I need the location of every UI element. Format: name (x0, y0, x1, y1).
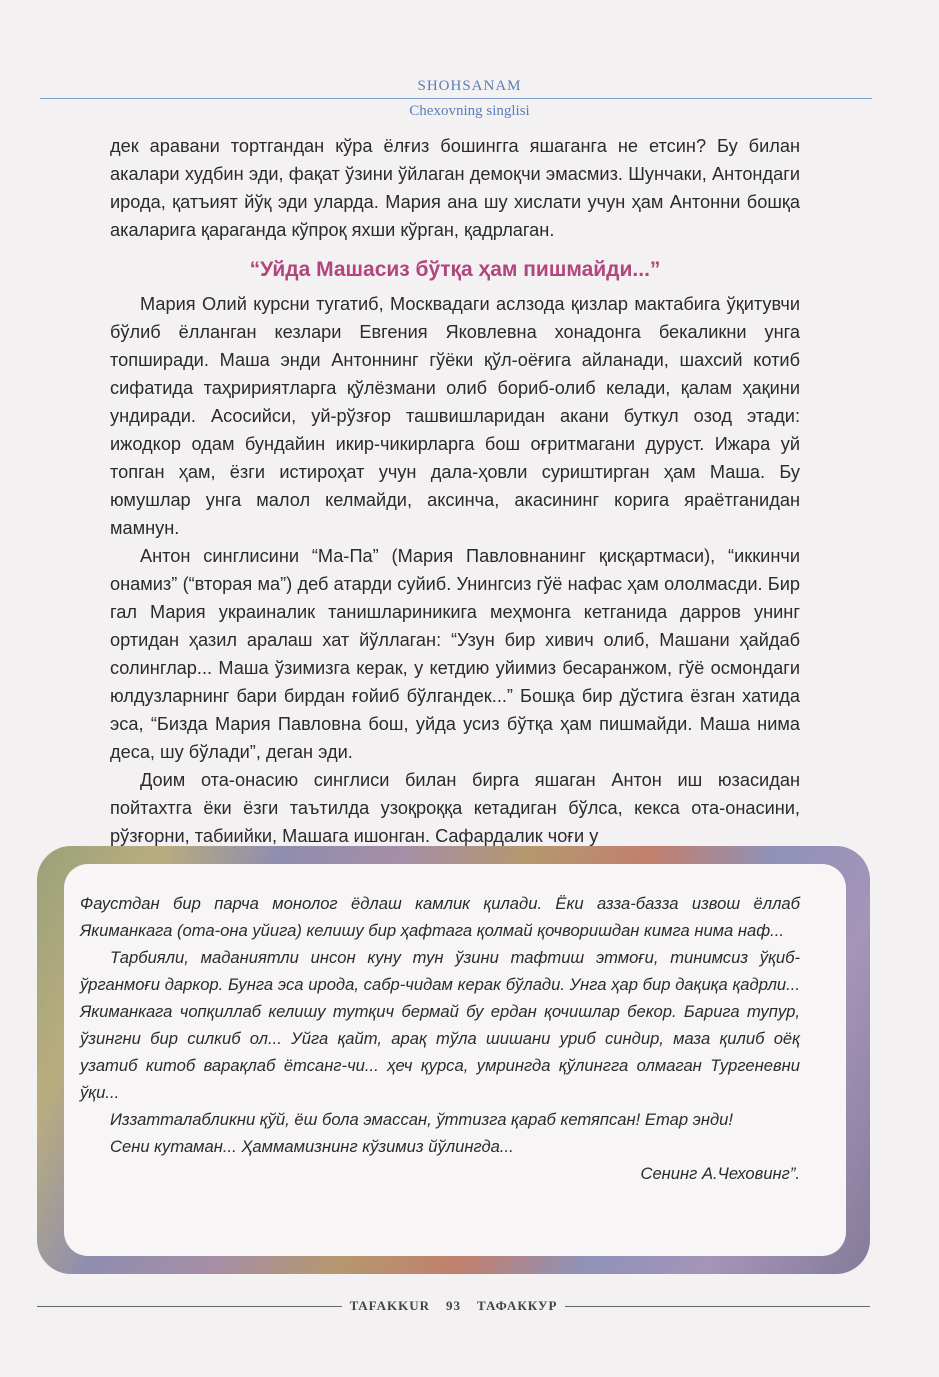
article-body (110, 132, 800, 850)
footer-journal-latin: TAFAKKUR (349, 1298, 431, 1313)
quote-paragraph: Сени кутаман... Ҳаммамизнинг кўзимиз йўлингда... (110, 1137, 514, 1156)
paragraph: Антон синглисини “Ма-Па” (Мария Павловнанинг қисқартмаси), “иккинчи онамиз” (“вторая ма”) деб атарди суйиб. Унингсиз гўё нафас ҳам ололмасди. Бир гал Мария украиналик танишлариникига меҳмонга кетганида дарров унинг ортидан ҳазил аралаш хат йўллаган: “Узун бир хивич олиб, Машани ҳайдаб солинглар... Маша ўзимизга керак, у кетдию уйимиз бесаранжом, гўё осмондаги юлдузларнинг бари бирдан ғойиб бўлгандек...” Бошқа бир дўстига ёзган хатида эса, “Бизда Мария Павловна бош, уйда усиз бўтқа ҳам пишмайди. Маша нима деса, шу бўлади”, деган эди. (110, 546, 800, 762)
header-rule (40, 98, 872, 99)
quote-paragraph: Иззатталабликни қўй, ёш бола эмассан, ўттизга қараб кетяпсан! Етар энди! (110, 1110, 733, 1129)
page-number: 93 (446, 1298, 462, 1313)
quote-paragraph: Тарбияли, маданиятли инсон куну тун ўзини тафтиш этмоғи, тинимсиз ўқиб-ўрганмоғи даркор. Бунга эса ирода, сабр-чидам керак бўлади. Унга ҳар бир дақиқа қадрли... Якиманкага чопқиллаб келишу тутқич бермай бу ердан қочишлар бекор. Барига тупур, ўзингни бир силкиб ол... Уйга қайт, арақ тўла шишани уриб синдир, маза қилиб оёқ узатиб китоб варақлаб ётсанг-чи... ҳеч қурса, умрингда қўлингга олмаган Тургеневни ўқи... (80, 948, 800, 1102)
paragraph: Доим ота-онасию синглиси билан бирга яшаган Антон иш юзасидан пойтахтга ёки ёзги таътилда узоқроққа кетадиган бўлса, кекса ота-онасини, рўзғорни, табиийки, Машага ишонган. Сафардалик чоғи у (110, 770, 800, 846)
quote-signature: Сенинг А.Чеховинг”. (640, 1164, 800, 1183)
footer-rule-right (565, 1306, 870, 1307)
page-footer (37, 1296, 870, 1316)
paragraph: дек аравани тортгандан кўра ёлғиз бошингга яшаганга не етсин? Бу билан акалари худбин эди, фақат ўзини ўйлаган демоқчи эмасмиз. Шунчаки, Антондаги ирода, қатъият йўқ эди уларда. Мария ана шу хислати учун ҳам Антонни бошқа акаларига қараганда кўпроқ яхши кўрган, қадрлаган. (110, 136, 800, 240)
section-heading: “Уйда Машасиз бўтқа ҳам пишмайди...” (249, 258, 661, 281)
article-subtitle: Chexovning singlisi (409, 103, 530, 119)
quote-box-text (80, 890, 800, 1187)
journal-section-title: SHOHSANAM (417, 78, 522, 94)
running-header (0, 72, 939, 120)
footer-journal-cyrillic: ТАФАККУР (477, 1298, 558, 1313)
quote-paragraph: Фаустдан бир парча монолог ёдлаш камлик қилади. Ёки азза-базза извош ёллаб Якиманкага (ота-она уйига) келишу бир ҳафтага қолмай қочворишдан кимга нима наф... (80, 894, 800, 940)
footer-rule-left (37, 1306, 342, 1307)
paragraph: Мария Олий курсни тугатиб, Москвадаги аслзода қизлар мактабига ўқитувчи бўлиб ёлланган кезлари Евгения Яковлевна хонадонга бекаликни унга топширади. Маша энди Антоннинг гўёки қўл-оёғига айланади, шахсий котиб сифатида таҳририятларга қўлёзмани олиб бориб-олиб келади, қалам ҳақини ундиради. Асосийси, уй-рўзғор ташвишларидан акани буткул озод этади: ижодкор одам бундайин икир-чикирларга бош оғритмагани дуруст. Ижара уй топган ҳам, ёзги истироҳат учун дала-ҳовли суриштирган ҳам Маша. Бу юмушлар унга малол келмайди, аксинча, акасининг корига яраётганидан мамнун. (110, 294, 800, 538)
